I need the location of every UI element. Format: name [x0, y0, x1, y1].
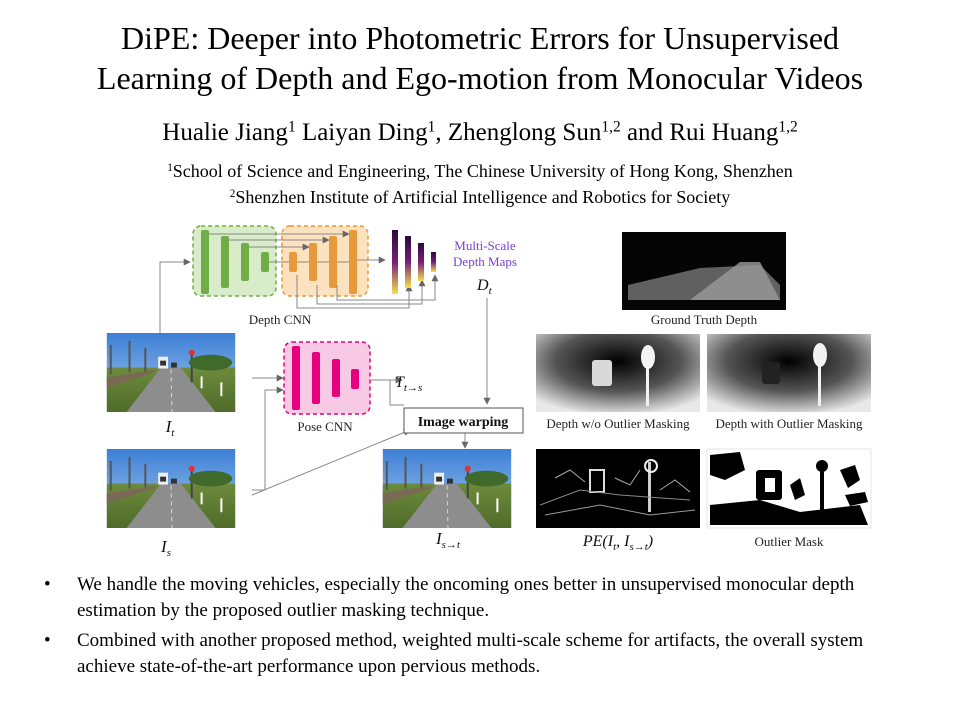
target-frame-symbol: $I_t$ [165, 417, 175, 439]
depth-map-scale-1 [392, 230, 398, 294]
affiliation-marker: 1 [167, 161, 173, 174]
author-name: Hualie Jiang [162, 119, 288, 146]
bullet-list [40, 572, 920, 684]
photometric-error-image [536, 449, 700, 528]
outlier-mask-label: Outlier Mask [754, 534, 824, 549]
title-line-2: Learning of Depth and Ego-motion from Monocular Videos [96, 60, 864, 96]
image-warping-label: Image warping [417, 415, 509, 430]
title-line-1: DiPE: Deeper into Photometric Errors for Unsupervised [120, 20, 840, 56]
depth-without-masking-image [536, 334, 700, 412]
target-frame-image [107, 333, 235, 412]
multiscale-label-line2: Depth Maps [453, 254, 517, 269]
depth-map-scale-3 [418, 243, 424, 281]
depth-pole [646, 366, 649, 406]
depth-with-masking-image [707, 334, 871, 412]
author-name: Rui Huang [669, 119, 779, 146]
bullet-text: We handle the moving vehicles, especially the oncoming ones better in unsupervised monocular depth estimation by the proposed outlier masking technique. [77, 574, 855, 621]
depth-symbol: $D_t$ [477, 277, 492, 297]
paper-title [0, 18, 960, 98]
depth-car-blob-masked [762, 362, 780, 384]
depth-encoder-layer [261, 252, 269, 272]
source-frame-symbol: $I_s$ [161, 537, 171, 559]
pose-cnn-layer [332, 359, 340, 397]
affiliation-marker: 2 [229, 187, 236, 200]
bullet-item [40, 572, 920, 624]
bullet-marker: • [44, 630, 51, 651]
pose-cnn-layer [292, 346, 300, 410]
author-list [0, 118, 960, 148]
pose-cnn-layer [312, 352, 320, 404]
author-affil: 1,2 [601, 118, 621, 136]
depth-encoder-layer [221, 236, 229, 288]
depth-decoder-layer [309, 243, 317, 281]
warped-frame-symbol: $I_{s\to t}$ [435, 529, 461, 551]
affiliation-text: School of Science and Engineering, The Chinese University of Hong Kong, Shenzhen [172, 161, 793, 181]
author-sep: , [435, 119, 448, 146]
pose-cnn-layer [351, 369, 359, 389]
author-name: Laiyan Ding [301, 119, 428, 146]
bullet-item [40, 628, 920, 680]
depth-sign-blob [641, 345, 655, 369]
depth-decoder-layer [349, 230, 357, 294]
depth-with-masking-label: Depth with Outlier Masking [715, 416, 863, 431]
method-figure [0, 220, 960, 565]
author-name: Zhenglong Sun [447, 119, 602, 146]
depth-map-scale-4 [431, 252, 436, 272]
photometric-error-label: $PE(I_t$, $I_{s\to t}$) [582, 533, 654, 553]
depth-decoder-layer [289, 252, 297, 272]
author-affil: 1 [287, 118, 296, 136]
affiliation-2 [0, 186, 960, 208]
affiliation-text: Shenzhen Institute of Artificial Intelligence and Robotics for Society [235, 187, 731, 207]
depth-without-masking-label: Depth w/o Outlier Masking [546, 416, 690, 431]
bullet-marker: • [44, 574, 51, 595]
author-sep: and [620, 119, 670, 146]
pose-symbol: $T_{t\to s}$ [395, 374, 423, 394]
depth-encoder-layer [241, 243, 249, 281]
depth-decoder-layer [329, 236, 337, 288]
depth-sign-blob-masked [813, 343, 827, 367]
depth-car-blob [592, 360, 612, 386]
multiscale-label-line1: Multi-Scale [454, 238, 516, 253]
author-affil: 1 [427, 118, 436, 136]
source-frame-image [107, 449, 235, 528]
author-affil: 1,2 [778, 118, 798, 136]
depth-cnn-label: Depth CNN [248, 312, 312, 327]
bullet-text: Combined with another proposed method, weighted multi-scale scheme for artifacts, the overall system achieve state-of-the-art performance upon pervious methods. [77, 630, 864, 677]
depth-pole-masked [818, 364, 821, 406]
affiliation-1 [0, 160, 960, 182]
pose-cnn-label: Pose CNN [297, 419, 353, 434]
depth-map-scale-2 [405, 236, 411, 288]
depth-encoder-layer [201, 230, 209, 294]
warped-frame-image [383, 449, 511, 528]
ground-truth-label: Ground Truth Depth [650, 312, 758, 327]
